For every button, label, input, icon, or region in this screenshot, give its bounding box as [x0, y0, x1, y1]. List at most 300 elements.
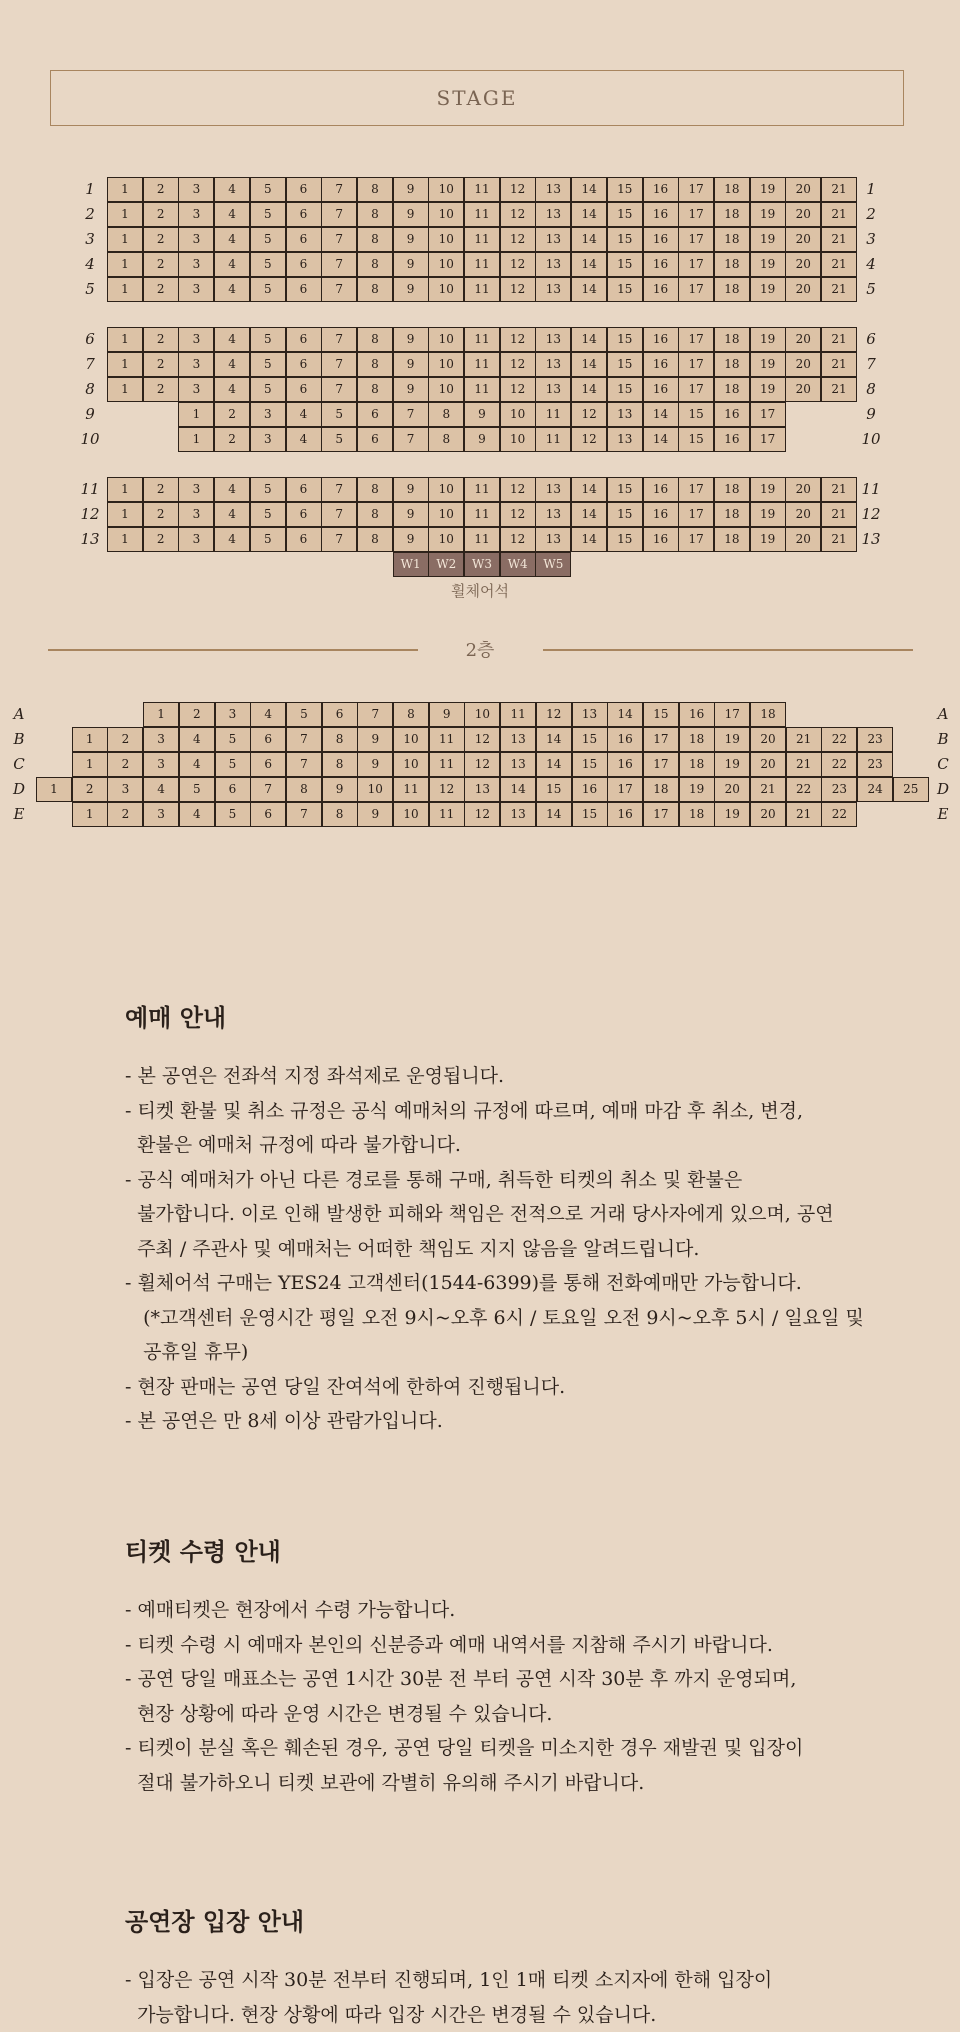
seat[interactable]: 8 [357, 327, 393, 352]
seat[interactable]: 1 [107, 327, 143, 352]
seat[interactable]: 4 [214, 277, 250, 302]
seat[interactable]: 19 [750, 227, 786, 252]
seat[interactable]: 21 [786, 752, 822, 777]
seat[interactable]: 12 [571, 427, 607, 452]
seat[interactable]: 1 [143, 702, 179, 727]
seat[interactable]: 9 [393, 227, 429, 252]
seat[interactable]: 15 [607, 502, 643, 527]
seat[interactable]: 22 [786, 777, 822, 802]
seat[interactable]: 7 [286, 727, 322, 752]
seat[interactable]: 9 [393, 327, 429, 352]
seat[interactable]: 11 [464, 502, 500, 527]
seat[interactable]: 13 [500, 802, 536, 827]
seat[interactable]: 19 [750, 252, 786, 277]
seat[interactable]: 13 [607, 427, 643, 452]
seat[interactable]: 15 [536, 777, 572, 802]
seat[interactable]: 7 [321, 377, 357, 402]
seat[interactable]: 2 [179, 702, 215, 727]
seat[interactable]: 16 [714, 402, 750, 427]
seat[interactable]: 14 [643, 427, 679, 452]
seat[interactable]: 18 [679, 727, 715, 752]
seat[interactable]: 2 [143, 227, 179, 252]
seat[interactable]: 9 [393, 502, 429, 527]
seat[interactable]: 15 [607, 352, 643, 377]
seat[interactable]: 7 [321, 177, 357, 202]
seat[interactable]: 15 [607, 202, 643, 227]
seat[interactable]: 5 [321, 427, 357, 452]
seat[interactable]: 7 [321, 327, 357, 352]
seat[interactable]: 21 [786, 727, 822, 752]
seat[interactable]: 14 [536, 727, 572, 752]
seat[interactable]: 16 [679, 702, 715, 727]
seat[interactable]: 13 [464, 777, 500, 802]
seat[interactable]: 7 [321, 527, 357, 552]
seat[interactable]: 1 [72, 727, 108, 752]
seat[interactable]: 2 [107, 752, 143, 777]
seat[interactable]: 3 [107, 777, 143, 802]
seat[interactable]: 10 [428, 477, 464, 502]
seat[interactable]: 2 [143, 277, 179, 302]
seat[interactable]: 9 [393, 527, 429, 552]
seat[interactable]: 8 [357, 477, 393, 502]
seat[interactable]: 5 [250, 202, 286, 227]
seat[interactable]: 11 [535, 402, 571, 427]
seat[interactable]: 9 [357, 727, 393, 752]
seat[interactable]: 20 [750, 802, 786, 827]
seat[interactable]: 17 [678, 327, 714, 352]
seat[interactable]: 12 [464, 752, 500, 777]
seat[interactable]: 1 [107, 377, 143, 402]
seat[interactable]: 15 [607, 277, 643, 302]
seat[interactable]: 7 [286, 802, 322, 827]
seat[interactable]: 4 [286, 427, 322, 452]
seat[interactable]: 11 [464, 477, 500, 502]
seat[interactable]: 21 [821, 327, 857, 352]
seat[interactable]: 18 [714, 377, 750, 402]
seat[interactable]: 12 [500, 252, 536, 277]
seat[interactable]: 21 [821, 177, 857, 202]
seat[interactable]: 4 [250, 702, 286, 727]
seat[interactable]: 13 [500, 752, 536, 777]
seat[interactable]: 8 [357, 527, 393, 552]
seat[interactable]: 20 [785, 502, 821, 527]
seat[interactable]: 6 [286, 477, 322, 502]
seat[interactable]: 17 [643, 752, 679, 777]
seat[interactable]: 3 [178, 352, 214, 377]
seat[interactable]: 7 [321, 252, 357, 277]
seat[interactable]: 10 [393, 752, 429, 777]
seat[interactable]: 9 [357, 802, 393, 827]
seat[interactable]: 11 [535, 427, 571, 452]
seat[interactable]: 19 [714, 752, 750, 777]
seat[interactable]: 2 [107, 802, 143, 827]
seat[interactable]: 17 [750, 402, 786, 427]
seat[interactable]: 7 [286, 752, 322, 777]
seat[interactable]: 7 [321, 277, 357, 302]
seat[interactable]: 12 [429, 777, 465, 802]
seat[interactable]: 21 [821, 477, 857, 502]
seat[interactable]: 16 [643, 227, 679, 252]
seat[interactable]: 12 [500, 202, 536, 227]
seat[interactable]: 19 [750, 277, 786, 302]
seat[interactable]: 13 [535, 352, 571, 377]
seat[interactable]: 3 [250, 427, 286, 452]
seat[interactable]: 8 [357, 277, 393, 302]
seat[interactable]: 14 [643, 402, 679, 427]
seat[interactable]: 14 [536, 752, 572, 777]
wheelchair-seat[interactable]: W5 [535, 552, 571, 577]
seat[interactable]: 17 [643, 802, 679, 827]
seat[interactable]: 10 [393, 802, 429, 827]
seat[interactable]: 16 [607, 752, 643, 777]
seat[interactable]: 21 [821, 227, 857, 252]
seat[interactable]: 14 [607, 702, 643, 727]
seat[interactable]: 21 [750, 777, 786, 802]
seat[interactable]: 2 [143, 252, 179, 277]
seat[interactable]: 23 [857, 752, 893, 777]
seat[interactable]: 5 [250, 227, 286, 252]
seat[interactable]: 12 [571, 402, 607, 427]
seat[interactable]: 16 [572, 777, 608, 802]
wheelchair-seat[interactable]: W4 [500, 552, 536, 577]
seat[interactable]: 11 [464, 527, 500, 552]
seat[interactable]: 3 [178, 277, 214, 302]
seat[interactable]: 5 [250, 252, 286, 277]
seat[interactable]: 13 [535, 377, 571, 402]
seat[interactable]: 5 [250, 277, 286, 302]
seat[interactable]: 15 [607, 527, 643, 552]
seat[interactable]: 10 [464, 702, 500, 727]
seat[interactable]: 5 [179, 777, 215, 802]
seat[interactable]: 18 [679, 752, 715, 777]
seat[interactable]: 12 [500, 477, 536, 502]
seat[interactable]: 13 [607, 402, 643, 427]
seat[interactable]: 16 [714, 427, 750, 452]
seat[interactable]: 16 [643, 477, 679, 502]
seat[interactable]: 4 [143, 777, 179, 802]
seat[interactable]: 4 [214, 527, 250, 552]
seat[interactable]: 21 [821, 377, 857, 402]
seat[interactable]: 12 [500, 327, 536, 352]
seat[interactable]: 20 [750, 752, 786, 777]
seat[interactable]: 13 [535, 327, 571, 352]
seat[interactable]: 14 [571, 377, 607, 402]
seat[interactable]: 14 [571, 252, 607, 277]
seat[interactable]: 15 [607, 327, 643, 352]
seat[interactable]: 6 [286, 377, 322, 402]
seat[interactable]: 11 [429, 802, 465, 827]
seat[interactable]: 7 [321, 227, 357, 252]
seat[interactable]: 13 [572, 702, 608, 727]
seat[interactable]: 19 [750, 327, 786, 352]
seat[interactable]: 4 [214, 202, 250, 227]
seat[interactable]: 7 [393, 427, 429, 452]
seat[interactable]: 21 [786, 802, 822, 827]
seat[interactable]: 11 [429, 727, 465, 752]
seat[interactable]: 10 [428, 327, 464, 352]
seat[interactable]: 9 [464, 402, 500, 427]
seat[interactable]: 3 [178, 527, 214, 552]
seat[interactable]: 18 [714, 177, 750, 202]
seat[interactable]: 15 [572, 727, 608, 752]
seat[interactable]: 9 [429, 702, 465, 727]
seat[interactable]: 8 [357, 377, 393, 402]
seat[interactable]: 8 [357, 177, 393, 202]
seat[interactable]: 4 [179, 802, 215, 827]
seat[interactable]: 2 [107, 727, 143, 752]
seat[interactable]: 3 [178, 177, 214, 202]
seat[interactable]: 19 [714, 727, 750, 752]
seat[interactable]: 9 [322, 777, 358, 802]
seat[interactable]: 3 [178, 202, 214, 227]
seat[interactable]: 4 [179, 727, 215, 752]
seat[interactable]: 11 [393, 777, 429, 802]
seat[interactable]: 10 [428, 377, 464, 402]
seat[interactable]: 20 [785, 477, 821, 502]
seat[interactable]: 20 [785, 377, 821, 402]
seat[interactable]: 5 [215, 752, 251, 777]
seat[interactable]: 20 [785, 277, 821, 302]
seat[interactable]: 5 [250, 502, 286, 527]
seat[interactable]: 20 [750, 727, 786, 752]
seat[interactable]: 21 [821, 352, 857, 377]
seat[interactable]: 2 [143, 527, 179, 552]
seat[interactable]: 18 [679, 802, 715, 827]
seat[interactable]: 11 [464, 227, 500, 252]
seat[interactable]: 15 [678, 427, 714, 452]
seat[interactable]: 3 [143, 727, 179, 752]
seat[interactable]: 18 [714, 252, 750, 277]
seat[interactable]: 6 [286, 227, 322, 252]
seat[interactable]: 17 [714, 702, 750, 727]
seat[interactable]: 18 [714, 227, 750, 252]
seat[interactable]: 12 [500, 502, 536, 527]
seat[interactable]: 1 [107, 527, 143, 552]
seat[interactable]: 6 [357, 402, 393, 427]
seat[interactable]: 6 [286, 277, 322, 302]
seat[interactable]: 1 [107, 502, 143, 527]
seat[interactable]: 18 [714, 352, 750, 377]
seat[interactable]: 17 [678, 252, 714, 277]
seat[interactable]: 5 [286, 702, 322, 727]
seat[interactable]: 19 [750, 477, 786, 502]
seat[interactable]: 11 [464, 177, 500, 202]
seat[interactable]: 8 [428, 427, 464, 452]
seat[interactable]: 2 [143, 177, 179, 202]
seat[interactable]: 13 [535, 252, 571, 277]
seat[interactable]: 16 [643, 277, 679, 302]
seat[interactable]: 14 [571, 202, 607, 227]
seat[interactable]: 1 [107, 227, 143, 252]
seat[interactable]: 16 [643, 377, 679, 402]
seat[interactable]: 10 [428, 177, 464, 202]
seat[interactable]: 5 [215, 727, 251, 752]
seat[interactable]: 17 [750, 427, 786, 452]
seat[interactable]: 5 [250, 477, 286, 502]
seat[interactable]: 10 [357, 777, 393, 802]
seat[interactable]: 1 [178, 402, 214, 427]
seat[interactable]: 14 [571, 227, 607, 252]
seat[interactable]: 8 [393, 702, 429, 727]
seat[interactable]: 10 [428, 202, 464, 227]
seat[interactable]: 10 [428, 502, 464, 527]
seat[interactable]: 10 [428, 527, 464, 552]
seat[interactable]: 19 [750, 502, 786, 527]
seat[interactable]: 11 [464, 327, 500, 352]
seat[interactable]: 14 [571, 352, 607, 377]
seat[interactable]: 14 [571, 527, 607, 552]
seat[interactable]: 4 [286, 402, 322, 427]
seat[interactable]: 16 [607, 727, 643, 752]
seat[interactable]: 20 [785, 327, 821, 352]
seat[interactable]: 18 [714, 502, 750, 527]
seat[interactable]: 17 [678, 377, 714, 402]
seat[interactable]: 8 [322, 727, 358, 752]
seat[interactable]: 2 [143, 327, 179, 352]
seat[interactable]: 4 [214, 352, 250, 377]
seat[interactable]: 18 [714, 527, 750, 552]
seat[interactable]: 12 [500, 277, 536, 302]
seat[interactable]: 16 [643, 527, 679, 552]
seat[interactable]: 6 [286, 327, 322, 352]
seat[interactable]: 1 [107, 352, 143, 377]
seat[interactable]: 14 [571, 277, 607, 302]
seat[interactable]: 12 [464, 802, 500, 827]
seat[interactable]: 3 [178, 252, 214, 277]
seat[interactable]: 6 [322, 702, 358, 727]
seat[interactable]: 19 [750, 377, 786, 402]
seat[interactable]: 8 [322, 752, 358, 777]
seat[interactable]: 16 [643, 252, 679, 277]
seat[interactable]: 10 [428, 252, 464, 277]
seat[interactable]: 17 [678, 202, 714, 227]
seat[interactable]: 3 [143, 752, 179, 777]
seat[interactable]: 16 [643, 177, 679, 202]
seat[interactable]: 17 [678, 352, 714, 377]
seat[interactable]: 5 [250, 377, 286, 402]
seat[interactable]: 20 [785, 252, 821, 277]
seat[interactable]: 18 [750, 702, 786, 727]
seat[interactable]: 20 [785, 202, 821, 227]
seat[interactable]: 19 [714, 802, 750, 827]
seat[interactable]: 8 [357, 252, 393, 277]
seat[interactable]: 15 [607, 252, 643, 277]
seat[interactable]: 13 [500, 727, 536, 752]
seat[interactable]: 6 [286, 527, 322, 552]
seat[interactable]: 6 [286, 502, 322, 527]
seat[interactable]: 13 [535, 277, 571, 302]
seat[interactable]: 10 [393, 727, 429, 752]
seat[interactable]: 14 [571, 177, 607, 202]
seat[interactable]: 20 [785, 527, 821, 552]
seat[interactable]: 3 [250, 402, 286, 427]
seat[interactable]: 2 [143, 477, 179, 502]
seat[interactable]: 16 [607, 802, 643, 827]
seat[interactable]: 12 [536, 702, 572, 727]
seat[interactable]: 4 [214, 327, 250, 352]
seat[interactable]: 17 [678, 177, 714, 202]
seat[interactable]: 17 [678, 527, 714, 552]
seat[interactable]: 19 [750, 177, 786, 202]
seat[interactable]: 15 [678, 402, 714, 427]
seat[interactable]: 21 [821, 252, 857, 277]
seat[interactable]: 16 [643, 352, 679, 377]
seat[interactable]: 4 [214, 502, 250, 527]
seat[interactable]: 23 [857, 727, 893, 752]
seat[interactable]: 4 [214, 227, 250, 252]
seat[interactable]: 1 [72, 802, 108, 827]
seat[interactable]: 6 [250, 752, 286, 777]
seat[interactable]: 11 [500, 702, 536, 727]
seat[interactable]: 9 [464, 427, 500, 452]
seat[interactable]: 9 [393, 352, 429, 377]
seat[interactable]: 22 [821, 752, 857, 777]
seat[interactable]: 2 [72, 777, 108, 802]
seat[interactable]: 16 [643, 502, 679, 527]
seat[interactable]: 15 [607, 377, 643, 402]
seat[interactable]: 17 [678, 227, 714, 252]
seat[interactable]: 6 [286, 177, 322, 202]
seat[interactable]: 15 [643, 702, 679, 727]
seat[interactable]: 19 [679, 777, 715, 802]
seat[interactable]: 11 [429, 752, 465, 777]
seat[interactable]: 1 [107, 177, 143, 202]
seat[interactable]: 9 [393, 252, 429, 277]
seat[interactable]: 1 [107, 477, 143, 502]
seat[interactable]: 21 [821, 502, 857, 527]
seat[interactable]: 19 [750, 202, 786, 227]
seat[interactable]: 15 [572, 752, 608, 777]
seat[interactable]: 18 [714, 327, 750, 352]
seat[interactable]: 9 [393, 377, 429, 402]
seat[interactable]: 1 [107, 202, 143, 227]
seat[interactable]: 1 [107, 252, 143, 277]
seat[interactable]: 17 [678, 477, 714, 502]
seat[interactable]: 11 [464, 202, 500, 227]
seat[interactable]: 24 [857, 777, 893, 802]
seat[interactable]: 21 [821, 277, 857, 302]
seat[interactable]: 15 [607, 227, 643, 252]
seat[interactable]: 16 [643, 202, 679, 227]
seat[interactable]: 10 [500, 402, 536, 427]
seat[interactable]: 4 [214, 252, 250, 277]
seat[interactable]: 8 [357, 202, 393, 227]
seat[interactable]: 10 [428, 277, 464, 302]
seat[interactable]: 11 [464, 277, 500, 302]
seat[interactable]: 13 [535, 202, 571, 227]
seat[interactable]: 6 [286, 252, 322, 277]
seat[interactable]: 8 [357, 227, 393, 252]
seat[interactable]: 9 [393, 177, 429, 202]
seat[interactable]: 17 [643, 727, 679, 752]
seat[interactable]: 1 [178, 427, 214, 452]
seat[interactable]: 11 [464, 252, 500, 277]
seat[interactable]: 12 [500, 177, 536, 202]
seat[interactable]: 16 [643, 327, 679, 352]
seat[interactable]: 14 [536, 802, 572, 827]
seat[interactable]: 18 [714, 202, 750, 227]
seat[interactable]: 6 [357, 427, 393, 452]
seat[interactable]: 5 [250, 527, 286, 552]
seat[interactable]: 10 [428, 227, 464, 252]
wheelchair-seat[interactable]: W1 [393, 552, 429, 577]
wheelchair-seat[interactable]: W2 [428, 552, 464, 577]
seat[interactable]: 10 [428, 352, 464, 377]
seat[interactable]: 2 [143, 377, 179, 402]
seat[interactable]: 5 [250, 327, 286, 352]
seat[interactable]: 12 [500, 527, 536, 552]
seat[interactable]: 13 [535, 177, 571, 202]
